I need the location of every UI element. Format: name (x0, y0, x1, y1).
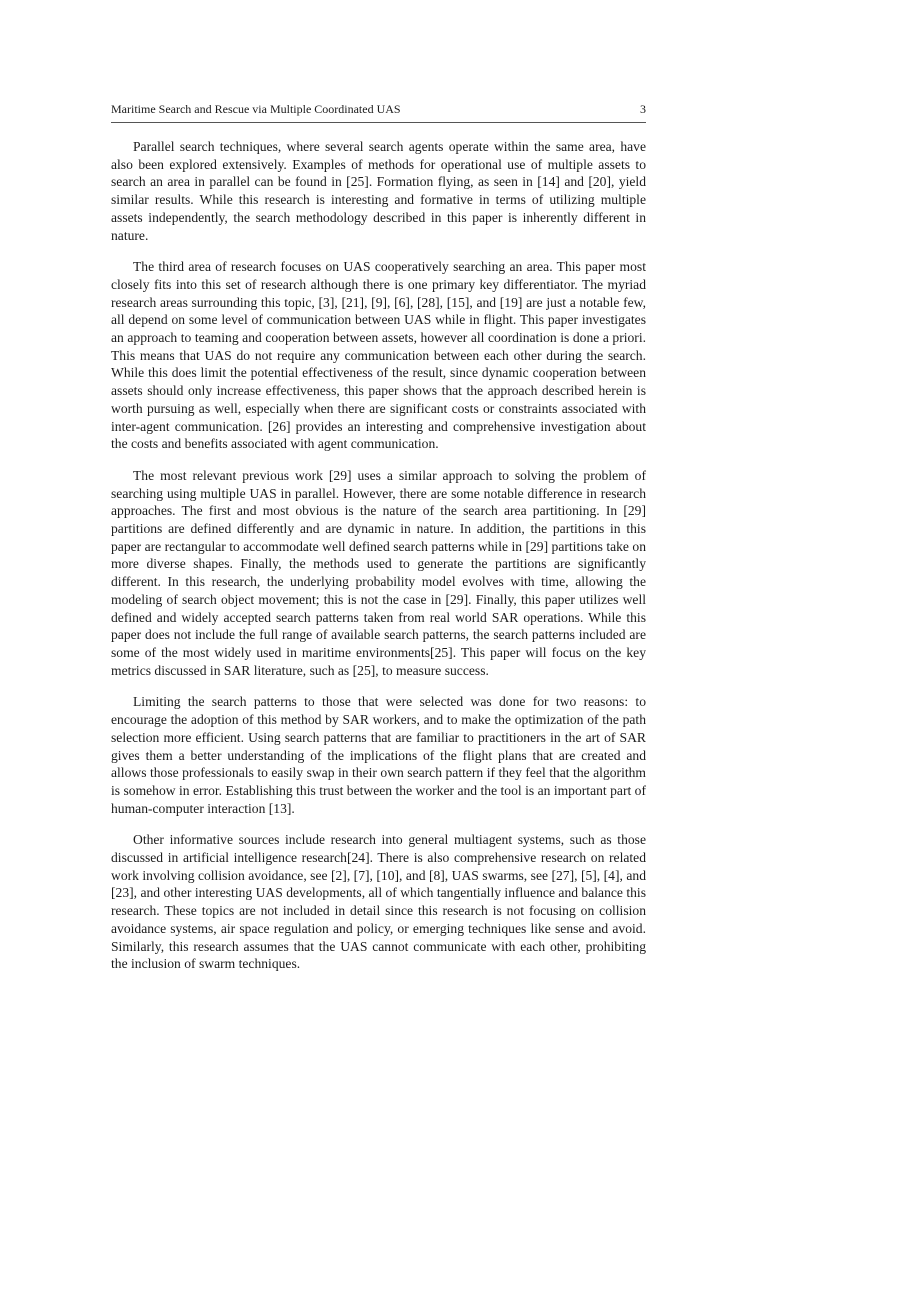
running-header (111, 101, 646, 123)
paragraph-search-patterns: Limiting the search patterns to those that were selected was done for two reasons: to encourage the adoption of this method by SAR workers, and to make the optimization of the path selection more efficient. Using search patterns that are familiar to practitioners in the art of SAR gives them a better understanding of the implications of the flight plans that are created and allows those professionals to easily swap in their own search pattern if they feel that the algorithm is somehow in error. Establishing this trust between the worker and the tool is an important part of human-computer interaction [13]. (111, 694, 646, 816)
paragraph-parallel-search: Parallel search techniques, where several search agents operate within the same area, have also been explored extensively. Examples of methods for operational use of multiple assets to search an area in parallel can be found in [25]. Formation flying, as seen in [14] and [20], yield similar results. While this research is interesting and formative in terms of utilizing multiple assets independently, the search methodology described in this paper is inherently different in nature. (111, 139, 646, 243)
running-title: Maritime Search and Rescue via Multiple Coordinated UAS (111, 102, 401, 116)
paragraph-previous-work: The most relevant previous work [29] uses a similar approach to solving the problem of searching using multiple UAS in parallel. However, there are some notable difference in research approaches. The first and most obvious is the nature of the search area partitioning. In [29] partitions are defined differently and are dynamic in nature. In addition, the partitions in this paper are rectangular to accommodate well defined search patterns while in [29] partitions take on more diverse shapes. Finally, the methods used to generate the partitions are significantly different. In this research, the underlying probability model evolves with time, allowing the modeling of search object movement; this is not the case in [29]. Finally, this paper utilizes well defined and widely accepted search patterns taken from real world SAR operations. While this paper does not include the full range of available search patterns, the search patterns included are some of the most widely used in maritime environments[25]. This paper will focus on the key metrics discussed in SAR literature, such as [25], to measure success. (111, 467, 646, 678)
paragraph-other-sources: Other informative sources include research into general multiagent systems, such as those discussed in artificial intelligence research[24]. There is also comprehensive research on related work involving collision avoidance, see [2], [7], [10], and [8], UAS swarms, see [27], [5], [4], and [23], and other interesting UAS developments, all of which tangentially influence and balance this research. These topics are not included in detail since this research is not focusing on collision avoidance systems, air space regulation and policy, or emerging techniques like sense and avoid. Similarly, this research assumes that the UAS cannot communicate with each other, prohibiting the inclusion of swarm techniques. (111, 832, 646, 972)
page-number: 3 (640, 102, 646, 116)
paper-page (111, 101, 646, 987)
body-text (111, 138, 646, 973)
paragraph-cooperative-search: The third area of research focuses on UAS cooperatively searching an area. This paper most closely fits into this set of research although there is one primary key differentiator. The myriad research areas surrounding this topic, [3], [21], [9], [6], [28], [15], and [19] are just a notable few, all depend on some level of communication between UAS while in flight. This paper investigates an approach to teaming and cooperation between assets, however all coordination is done a priori. This means that UAS do not require any communication between each other during the search. While this does limit the potential effectiveness of the result, since dynamic cooperation between assets should only increase effectiveness, this paper shows that the approach described herein is worth pursuing as well, especially when there are significant costs or constraints associated with inter-agent communication. [26] provides an interesting and comprehensive investigation about the costs and benefits associated with agent communication. (111, 259, 646, 452)
